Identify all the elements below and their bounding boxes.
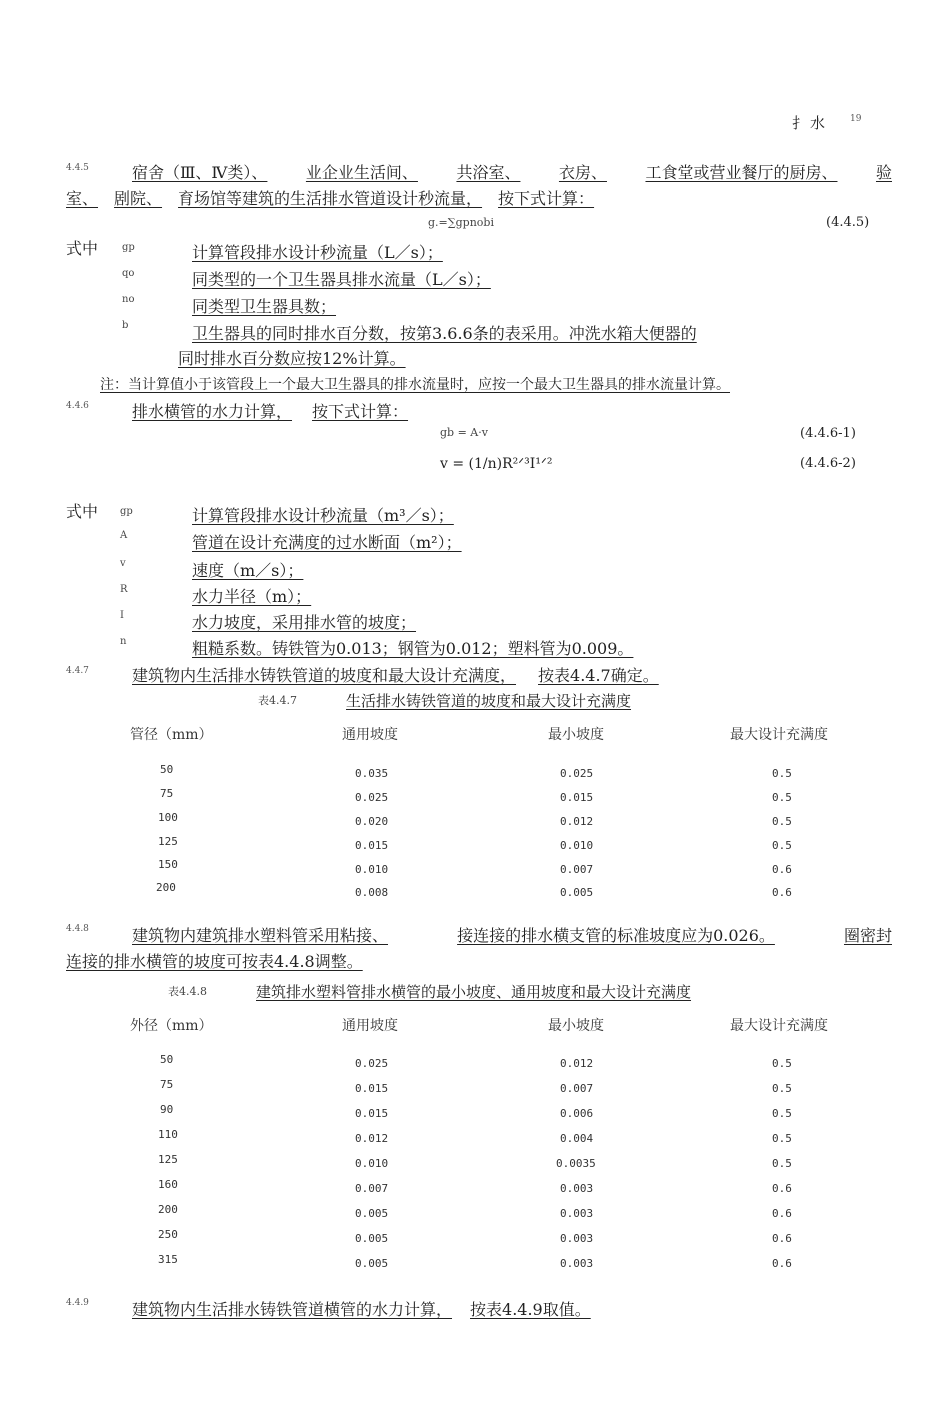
column-header: 最小坡度 — [548, 1018, 604, 1034]
cell-min-slope: 0.007 — [560, 1082, 594, 1095]
cell-max-fill: 0.5 — [772, 791, 792, 804]
variable-description: 水力半径（m）； — [192, 587, 312, 606]
cell-common-slope: 0.005 — [355, 1257, 389, 1270]
cell-common-slope: 0.012 — [355, 1132, 389, 1145]
cell-diameter: 315 — [158, 1253, 178, 1266]
cell-max-fill: 0.6 — [772, 1207, 792, 1220]
cell-max-fill: 0.5 — [772, 1057, 792, 1070]
column-header: 外径（mm） — [130, 1018, 213, 1034]
cell-common-slope: 0.010 — [355, 863, 389, 876]
note: 注：当计算值小于该管段上一个最大卫生器具的排水流量时，应按一个最大卫生器具的排水流量计算。 — [100, 377, 730, 393]
cell-diameter: 75 — [160, 787, 174, 800]
cell-common-slope: 0.010 — [355, 1157, 389, 1170]
equation-number: (4.4.6-2) — [800, 456, 856, 471]
cell-max-fill: 0.5 — [772, 767, 792, 780]
table-caption: 建筑排水塑料管排水横管的最小坡度、通用坡度和最大设计充满度 — [256, 983, 692, 1001]
table-caption-number: 表4.4.8 — [168, 985, 207, 998]
cell-min-slope: 0.015 — [560, 791, 594, 804]
formula: v = (1/n)R²ᐟ³I¹ᐟ² — [440, 456, 553, 472]
cell-max-fill: 0.5 — [772, 1107, 792, 1120]
variable-description: 卫生器具的同时排水百分数，按第3.6.6条的表采用。冲洗水箱大便器的 — [192, 324, 697, 343]
cell-diameter: 50 — [160, 1053, 174, 1066]
section-number: 4.4.6 — [66, 401, 89, 411]
variable-symbol: no — [122, 294, 135, 305]
cell-common-slope: 0.005 — [355, 1207, 389, 1220]
header-label-2: 水 — [810, 114, 826, 132]
cell-diameter: 125 — [158, 1153, 178, 1166]
text-run: 验 — [875, 163, 892, 182]
text-run: 按下式计算： — [312, 402, 409, 421]
cell-max-fill: 0.5 — [772, 1157, 792, 1170]
cell-diameter: 100 — [158, 811, 178, 824]
text-run: 排水横管的水力计算， — [132, 402, 293, 421]
column-header: 管径（mm） — [130, 727, 213, 743]
cell-min-slope: 0.003 — [560, 1182, 594, 1195]
variable-symbol: gp — [122, 242, 135, 253]
text-run: 建筑物内建筑排水塑料管采用粘接、 — [132, 926, 389, 945]
variable-symbol: A — [120, 530, 128, 541]
text-run: 建筑物内生活排水铸铁管道横管的水力计算， — [132, 1300, 453, 1319]
text-run: 育场馆等建筑的生活排水管道设计秒流量， — [178, 189, 483, 208]
variable-symbol: gp — [120, 506, 133, 517]
table-caption-number: 表4.4.7 — [258, 694, 297, 707]
section-number: 4.4.7 — [66, 666, 89, 676]
paragraph-line — [132, 160, 892, 183]
paragraph-line — [66, 949, 363, 972]
cell-max-fill: 0.5 — [772, 839, 792, 852]
cell-diameter: 75 — [160, 1078, 174, 1091]
paragraph-line — [66, 186, 594, 209]
variable-description-continued: 同时排水百分数应按12%计算。 — [178, 349, 406, 368]
cell-min-slope: 0.007 — [560, 863, 594, 876]
cell-diameter: 200 — [156, 881, 176, 894]
variable-description: 管道在设计充满度的过水断面（m²）； — [192, 533, 462, 552]
cell-common-slope: 0.035 — [355, 767, 389, 780]
variable-symbol: n — [120, 636, 127, 647]
cell-min-slope: 0.003 — [560, 1257, 594, 1270]
cell-common-slope: 0.005 — [355, 1232, 389, 1245]
variable-description: 速度（m／s）； — [192, 561, 304, 580]
cell-min-slope: 0.0035 — [556, 1157, 596, 1170]
cell-min-slope: 0.012 — [560, 1057, 594, 1070]
text-run: 建筑物内生活排水铸铁管道的坡度和最大设计充满度， — [132, 666, 517, 685]
variable-description: 计算管段排水设计秒流量（m³／s）； — [192, 506, 454, 525]
column-header: 通用坡度 — [342, 727, 398, 743]
cell-max-fill: 0.6 — [772, 1257, 792, 1270]
text-run: 室、 — [66, 189, 99, 208]
cell-diameter: 150 — [158, 858, 178, 871]
page-number: 19 — [850, 114, 862, 124]
cell-min-slope: 0.012 — [560, 815, 594, 828]
variable-description: 水力坡度，采用排水管的坡度； — [192, 613, 417, 632]
text-run: 共浴室、 — [456, 163, 521, 182]
variable-description: 同类型卫生器具数； — [192, 297, 337, 316]
variable-description: 同类型的一个卫生器具排水流量（L／s）； — [192, 270, 491, 289]
cell-max-fill: 0.6 — [772, 1182, 792, 1195]
column-header: 最大设计充满度 — [730, 727, 828, 743]
cell-diameter: 250 — [158, 1228, 178, 1241]
cell-common-slope: 0.025 — [355, 791, 389, 804]
variable-symbol: I — [120, 610, 124, 621]
variable-description: 计算管段排水设计秒流量（L／s）； — [192, 243, 443, 262]
table-caption: 生活排水铸铁管道的坡度和最大设计充满度 — [346, 692, 632, 710]
shizhong-label: 式中 — [66, 502, 99, 521]
cell-min-slope: 0.005 — [560, 886, 594, 899]
formula: gb = A·v — [440, 426, 488, 439]
cell-min-slope: 0.003 — [560, 1207, 594, 1220]
cell-diameter: 200 — [158, 1203, 178, 1216]
cell-max-fill: 0.5 — [772, 1082, 792, 1095]
cell-diameter: 50 — [160, 763, 174, 776]
cell-max-fill: 0.5 — [772, 815, 792, 828]
equation-number: (4.4.6-1) — [800, 426, 856, 441]
cell-max-fill: 0.5 — [772, 1132, 792, 1145]
text-run: 剧院、 — [114, 189, 163, 208]
text-run: 工食堂或营业餐厅的厨房、 — [645, 163, 838, 182]
text-run: 按表4.4.9取值。 — [470, 1300, 591, 1319]
cell-diameter: 160 — [158, 1178, 178, 1191]
cell-common-slope: 0.015 — [355, 1107, 389, 1120]
paragraph-line — [132, 663, 659, 686]
cell-diameter: 125 — [158, 835, 178, 848]
text-run: 按下式计算： — [498, 189, 595, 208]
variable-symbol: R — [120, 584, 128, 595]
variable-symbol: b — [122, 320, 129, 331]
section-number: 4.4.8 — [66, 924, 89, 934]
text-run: 衣房、 — [558, 163, 607, 182]
cell-min-slope: 0.025 — [560, 767, 594, 780]
formula: g.=∑gpnobi — [428, 216, 494, 229]
cell-common-slope: 0.015 — [355, 839, 389, 852]
cell-diameter: 110 — [158, 1128, 178, 1141]
paragraph-line — [132, 399, 408, 422]
text-run: 圈密封 — [843, 926, 892, 945]
variable-symbol: qo — [122, 268, 135, 279]
column-header: 通用坡度 — [342, 1018, 398, 1034]
cell-common-slope: 0.007 — [355, 1182, 389, 1195]
column-header: 最小坡度 — [548, 727, 604, 743]
equation-number: (4.4.5) — [826, 215, 870, 230]
cell-common-slope: 0.008 — [355, 886, 389, 899]
text-run: 宿舍（Ⅲ、Ⅳ类）、 — [132, 163, 268, 182]
cell-min-slope: 0.006 — [560, 1107, 594, 1120]
cell-max-fill: 0.6 — [772, 863, 792, 876]
cell-common-slope: 0.015 — [355, 1082, 389, 1095]
text-run: 按表4.4.7确定。 — [538, 666, 659, 685]
section-number: 4.4.5 — [66, 163, 89, 173]
header-label-1: 扌 — [792, 114, 808, 132]
cell-diameter: 90 — [160, 1103, 174, 1116]
cell-min-slope: 0.010 — [560, 839, 594, 852]
cell-max-fill: 0.6 — [772, 1232, 792, 1245]
text-run: 接连接的排水横支管的标准坡度应为0.026。 — [457, 926, 775, 945]
column-header: 最大设计充满度 — [730, 1018, 828, 1034]
variable-description: 粗糙系数。铸铁管为0.013；钢管为0.012；塑料管为0.009。 — [192, 639, 634, 658]
cell-common-slope: 0.025 — [355, 1057, 389, 1070]
text-run: 连接的排水横管的坡度可按表4.4.8调整。 — [66, 952, 363, 971]
cell-min-slope: 0.004 — [560, 1132, 594, 1145]
paragraph-line — [132, 923, 892, 946]
shizhong-label: 式中 — [66, 239, 99, 258]
variable-symbol: v — [120, 558, 126, 569]
cell-min-slope: 0.003 — [560, 1232, 594, 1245]
section-number: 4.4.9 — [66, 1298, 89, 1308]
cell-common-slope: 0.020 — [355, 815, 389, 828]
cell-max-fill: 0.6 — [772, 886, 792, 899]
paragraph-line — [132, 1297, 591, 1320]
text-run: 业企业生活间、 — [305, 163, 418, 182]
